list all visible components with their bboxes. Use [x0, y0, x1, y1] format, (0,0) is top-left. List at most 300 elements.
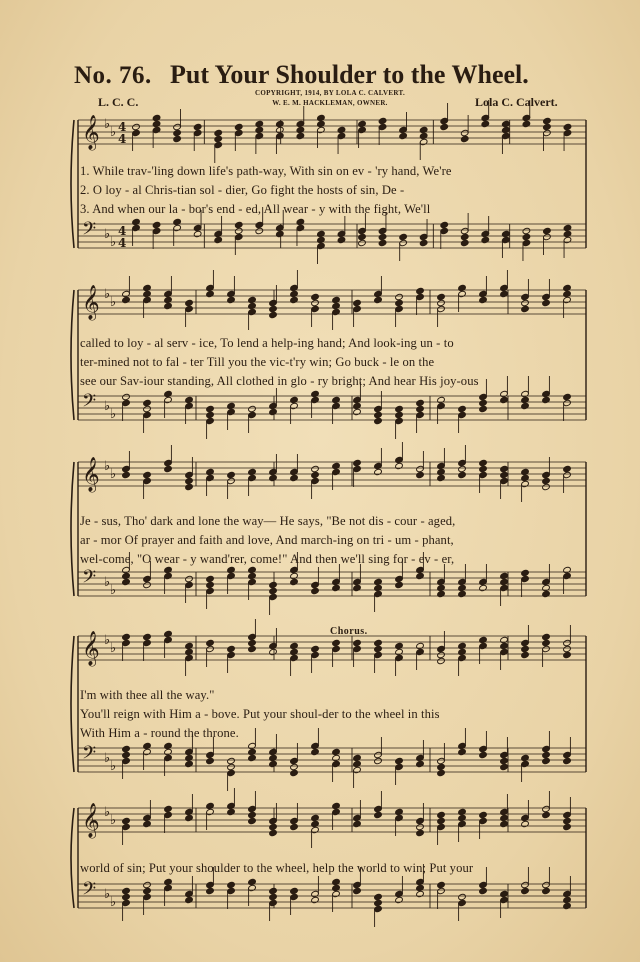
note-head: [248, 572, 257, 579]
note-head: [458, 748, 467, 755]
note-head: [521, 396, 530, 403]
note-head: [248, 302, 257, 309]
note-head: [132, 123, 141, 130]
note-head: [290, 648, 299, 655]
bass-clef: 𝄢: [82, 743, 97, 768]
note-head: [563, 465, 572, 472]
note-head: [290, 763, 299, 770]
note-head: [269, 823, 278, 830]
note-head: [164, 742, 173, 749]
note-head: [185, 299, 194, 306]
note-head: [206, 468, 215, 475]
note-head: [276, 126, 285, 133]
note-head: [248, 566, 257, 573]
note-head: [458, 893, 467, 900]
flat-sign: ♭: [104, 887, 111, 902]
note-head: [185, 477, 194, 484]
flat-sign: ♭: [110, 895, 117, 910]
time-signature-top: 4: [118, 120, 127, 134]
treble-clef: 𝄞: [82, 457, 100, 492]
note-head: [542, 483, 551, 490]
note-head: [481, 236, 490, 243]
chorus-label: Chorus.: [330, 626, 368, 637]
note-head: [143, 742, 152, 749]
note-head: [374, 645, 383, 652]
note-head: [521, 887, 530, 894]
note-head: [248, 811, 257, 818]
lyric-line: Je - sus, Tho' dark and lone the way— He says, "Be not dis - cour - aged,: [80, 514, 456, 528]
note-head: [227, 471, 236, 478]
note-head: [437, 474, 446, 481]
note-head: [227, 402, 236, 409]
note-head: [193, 230, 202, 237]
bass-clef: 𝄢: [82, 219, 97, 244]
lyric-line: called to loy - al serv - ice, To lend a help-ing hand; And look-ing un - to: [80, 336, 454, 350]
note-head: [317, 114, 326, 121]
note-head: [437, 299, 446, 306]
note-head: [542, 887, 551, 894]
note-head: [460, 135, 469, 142]
bass-clef: 𝄢: [82, 567, 97, 592]
note-head: [337, 236, 346, 243]
note-head: [255, 120, 264, 127]
note-head: [542, 639, 551, 646]
note-head: [481, 120, 490, 127]
note-head: [143, 471, 152, 478]
note-head: [276, 230, 285, 237]
note-head: [332, 802, 341, 809]
note-head: [500, 471, 509, 478]
note-head: [416, 890, 425, 897]
note-head: [234, 123, 243, 130]
note-head: [122, 633, 131, 640]
note-head: [542, 751, 551, 758]
note-head: [563, 896, 572, 903]
note-head: [332, 302, 341, 309]
note-head: [185, 642, 194, 649]
note-head: [416, 471, 425, 478]
note-head: [500, 572, 509, 579]
note-head: [500, 757, 509, 764]
note-head: [437, 293, 446, 300]
note-head: [311, 645, 320, 652]
flat-sign: ♭: [110, 125, 117, 140]
note-head: [563, 651, 572, 658]
note-head: [296, 126, 305, 133]
note-head: [332, 462, 341, 469]
note-head: [500, 642, 509, 649]
note-head: [542, 584, 551, 591]
note-head: [122, 393, 131, 400]
note-head: [173, 129, 182, 136]
note-head: [332, 878, 341, 885]
lyric-line: wel-come, "O wear - y wand'rer, come!" And then we'll sing for - ev - er,: [80, 552, 455, 566]
note-head: [353, 760, 362, 767]
note-head: [416, 642, 425, 649]
lyric-line: see our Sav-iour standing, All clothed in glo - ry bright; And hear His joy-ous: [80, 374, 479, 388]
note-head: [332, 754, 341, 761]
note-head: [214, 135, 223, 142]
note-head: [458, 814, 467, 821]
note-head: [521, 468, 530, 475]
note-head: [563, 823, 572, 830]
note-head: [543, 117, 552, 124]
note-head: [416, 823, 425, 830]
bass-clef: 𝄢: [82, 879, 97, 904]
note-head: [479, 399, 488, 406]
bass-clef: 𝄢: [82, 391, 97, 416]
note-head: [374, 584, 383, 591]
note-head: [437, 651, 446, 658]
note-head: [234, 221, 243, 228]
system-brace: [71, 462, 74, 596]
note-head: [206, 639, 215, 646]
note-head: [374, 468, 383, 475]
note-head: [269, 408, 278, 415]
flat-sign: ♭: [104, 633, 111, 648]
note-head: [290, 642, 299, 649]
note-head: [152, 120, 161, 127]
note-head: [269, 887, 278, 894]
note-head: [143, 405, 152, 412]
note-head: [460, 239, 469, 246]
lyric-line: With Him a - round the throne.: [80, 726, 239, 740]
note-head: [460, 233, 469, 240]
note-head: [500, 820, 509, 827]
note-head: [248, 639, 257, 646]
note-head: [374, 578, 383, 585]
note-head: [248, 878, 257, 885]
flat-sign: ♭: [104, 287, 111, 302]
note-head: [311, 748, 320, 755]
note-head: [378, 239, 387, 246]
note-head: [522, 227, 531, 234]
note-head: [419, 132, 428, 139]
note-head: [353, 459, 362, 466]
note-head: [311, 299, 320, 306]
note-head: [521, 299, 530, 306]
note-head: [479, 811, 488, 818]
note-head: [248, 405, 257, 412]
lyric-line: You'll reign with Him a - bove. Put your shoul-der to the wheel in this: [80, 707, 440, 721]
note-head: [395, 648, 404, 655]
note-head: [332, 396, 341, 403]
note-head: [500, 890, 509, 897]
note-head: [358, 233, 367, 240]
note-head: [353, 408, 362, 415]
note-head: [185, 754, 194, 761]
lyric-line: I'm with thee all the way.": [80, 688, 215, 702]
note-head: [416, 405, 425, 412]
note-head: [269, 474, 278, 481]
note-head: [416, 760, 425, 767]
copyright-line: COPYRIGHT, 1914, BY LOLA C. CALVERT.: [255, 89, 405, 97]
note-head: [521, 820, 530, 827]
note-head: [563, 566, 572, 573]
note-head: [502, 230, 511, 237]
note-head: [152, 114, 161, 121]
note-head: [543, 123, 552, 130]
note-head: [255, 227, 264, 234]
note-head: [500, 636, 509, 643]
note-head: [317, 236, 326, 243]
note-head: [290, 769, 299, 776]
note-head: [542, 757, 551, 764]
flat-sign: ♭: [104, 399, 111, 414]
flat-sign: ♭: [110, 407, 117, 422]
note-head: [521, 569, 530, 576]
lyricist-initials: L. C. C.: [98, 95, 139, 109]
note-head: [437, 763, 446, 770]
note-head: [500, 396, 509, 403]
note-head: [353, 402, 362, 409]
note-head: [353, 584, 362, 591]
note-head: [542, 396, 551, 403]
lyric-line: 2. O loy - al Chris-tian sol - dier, Go fight the hosts of sin, De -: [80, 183, 405, 197]
note-head: [437, 396, 446, 403]
note-head: [378, 233, 387, 240]
note-head: [374, 296, 383, 303]
flat-sign: ♭: [104, 227, 111, 242]
note-head: [332, 584, 341, 591]
note-head: [290, 396, 299, 403]
note-head: [521, 305, 530, 312]
note-head: [332, 639, 341, 646]
note-head: [311, 471, 320, 478]
note-head: [437, 468, 446, 475]
note-head: [458, 590, 467, 597]
note-head: [399, 233, 408, 240]
note-head: [332, 748, 341, 755]
note-head: [437, 769, 446, 776]
note-head: [311, 465, 320, 472]
note-head: [164, 390, 173, 397]
note-head: [185, 396, 194, 403]
note-head: [164, 296, 173, 303]
note-head: [353, 754, 362, 761]
note-head: [122, 887, 131, 894]
note-head: [122, 471, 131, 478]
note-head: [248, 296, 257, 303]
lyric-line: 3. And when our la - bor's end - ed, All wear - y with the fight, We'll: [80, 202, 431, 216]
note-head: [248, 748, 257, 755]
note-head: [185, 814, 194, 821]
note-head: [248, 817, 257, 824]
note-head: [521, 474, 530, 481]
note-head: [437, 590, 446, 597]
note-head: [542, 477, 551, 484]
flat-sign: ♭: [110, 235, 117, 250]
note-head: [374, 893, 383, 900]
flat-sign: ♭: [110, 583, 117, 598]
note-head: [374, 757, 383, 764]
note-head: [353, 820, 362, 827]
lyric-line: world of sin; Put your shoulder to the wheel, help the world to win; Put your: [80, 861, 474, 875]
treble-clef: 𝄞: [82, 115, 100, 150]
note-head: [227, 566, 236, 573]
time-signature-top: 4: [118, 224, 127, 238]
note-head: [290, 823, 299, 830]
note-head: [132, 218, 141, 225]
note-head: [395, 299, 404, 306]
note-head: [416, 829, 425, 836]
note-head: [563, 290, 572, 297]
note-head: [248, 468, 257, 475]
note-head: [416, 884, 425, 891]
note-head: [395, 405, 404, 412]
note-head: [122, 296, 131, 303]
note-head: [500, 763, 509, 770]
note-head: [479, 636, 488, 643]
note-head: [416, 287, 425, 294]
note-head: [311, 814, 320, 821]
note-head: [206, 411, 215, 418]
note-head: [500, 290, 509, 297]
note-head: [255, 126, 264, 133]
system-brace: [71, 808, 74, 908]
note-head: [563, 757, 572, 764]
note-head: [395, 808, 404, 815]
note-head: [317, 120, 326, 127]
note-head: [500, 814, 509, 821]
hymn-title: Put Your Shoulder to the Wheel.: [170, 60, 529, 89]
note-head: [563, 817, 572, 824]
note-head: [419, 126, 428, 133]
note-head: [563, 902, 572, 909]
note-head: [269, 311, 278, 318]
note-head: [378, 117, 387, 124]
flat-sign: ♭: [110, 813, 117, 828]
note-head: [143, 633, 152, 640]
lyric-line: ar - mor Of prayer and faith and love, And march-ing on tri - um - phant,: [80, 533, 454, 547]
note-head: [269, 754, 278, 761]
note-head: [143, 399, 152, 406]
note-head: [185, 575, 194, 582]
note-head: [311, 820, 320, 827]
treble-clef: 𝄞: [82, 631, 100, 666]
flat-sign: ♭: [110, 641, 117, 656]
flat-sign: ♭: [104, 459, 111, 474]
time-signature-bottom: 4: [118, 132, 127, 146]
note-head: [269, 587, 278, 594]
note-head: [374, 411, 383, 418]
note-head: [122, 751, 131, 758]
note-head: [374, 639, 383, 646]
note-head: [164, 878, 173, 885]
flat-sign: ♭: [110, 467, 117, 482]
note-head: [374, 811, 383, 818]
note-head: [395, 462, 404, 469]
note-head: [311, 390, 320, 397]
note-head: [269, 760, 278, 767]
owner-line: W. E. M. HACKLEMAN, OWNER.: [272, 99, 388, 107]
note-head: [143, 887, 152, 894]
note-head: [227, 808, 236, 815]
flat-sign: ♭: [104, 575, 111, 590]
note-head: [358, 239, 367, 246]
note-head: [143, 581, 152, 588]
note-head: [185, 896, 194, 903]
note-head: [269, 829, 278, 836]
note-head: [542, 633, 551, 640]
note-head: [479, 296, 488, 303]
note-head: [500, 465, 509, 472]
note-head: [173, 218, 182, 225]
note-head: [206, 802, 215, 809]
note-head: [290, 474, 299, 481]
note-head: [521, 402, 530, 409]
note-head: [193, 123, 202, 130]
note-head: [227, 763, 236, 770]
note-head: [395, 757, 404, 764]
lyric-line: ter-mined not to fal - ter Till you the vic-t'ry win; Go buck - le on the: [80, 355, 435, 369]
note-head: [269, 893, 278, 900]
note-head: [214, 236, 223, 243]
note-head: [563, 284, 572, 291]
note-head: [143, 820, 152, 827]
note-head: [458, 284, 467, 291]
note-head: [227, 296, 236, 303]
note-head: [206, 581, 215, 588]
note-head: [542, 299, 551, 306]
note-head: [290, 887, 299, 894]
composer-name: Lola C. Calvert.: [475, 95, 558, 109]
note-head: [337, 126, 346, 133]
note-head: [122, 893, 131, 900]
note-head: [374, 417, 383, 424]
note-head: [437, 657, 446, 664]
system-brace: [71, 636, 74, 772]
note-head: [502, 120, 511, 127]
note-head: [395, 581, 404, 588]
note-head: [276, 120, 285, 127]
note-head: [563, 123, 572, 130]
note-head: [522, 120, 531, 127]
lyric-line: 1. While trav-'ling down life's path-way, With sin on ev - 'ry hand, We're: [80, 164, 452, 178]
note-head: [164, 805, 173, 812]
note-head: [234, 227, 243, 234]
note-head: [419, 239, 428, 246]
note-head: [479, 459, 488, 466]
note-head: [206, 290, 215, 297]
note-head: [122, 745, 131, 752]
note-head: [122, 817, 131, 824]
note-head: [143, 290, 152, 297]
note-head: [458, 465, 467, 472]
note-head: [399, 132, 408, 139]
time-signature-bottom: 4: [118, 236, 127, 250]
note-head: [296, 218, 305, 225]
note-head: [395, 293, 404, 300]
note-head: [311, 293, 320, 300]
note-head: [437, 584, 446, 591]
note-head: [164, 630, 173, 637]
note-head: [290, 578, 299, 585]
note-head: [479, 405, 488, 412]
note-head: [521, 754, 530, 761]
note-head: [395, 411, 404, 418]
note-head: [395, 896, 404, 903]
note-head: [122, 578, 131, 585]
note-head: [206, 405, 215, 412]
note-head: [440, 221, 449, 228]
note-head: [173, 135, 182, 142]
note-head: [185, 760, 194, 767]
note-head: [521, 651, 530, 658]
note-head: [311, 587, 320, 594]
note-head: [543, 227, 552, 234]
note-head: [353, 299, 362, 306]
